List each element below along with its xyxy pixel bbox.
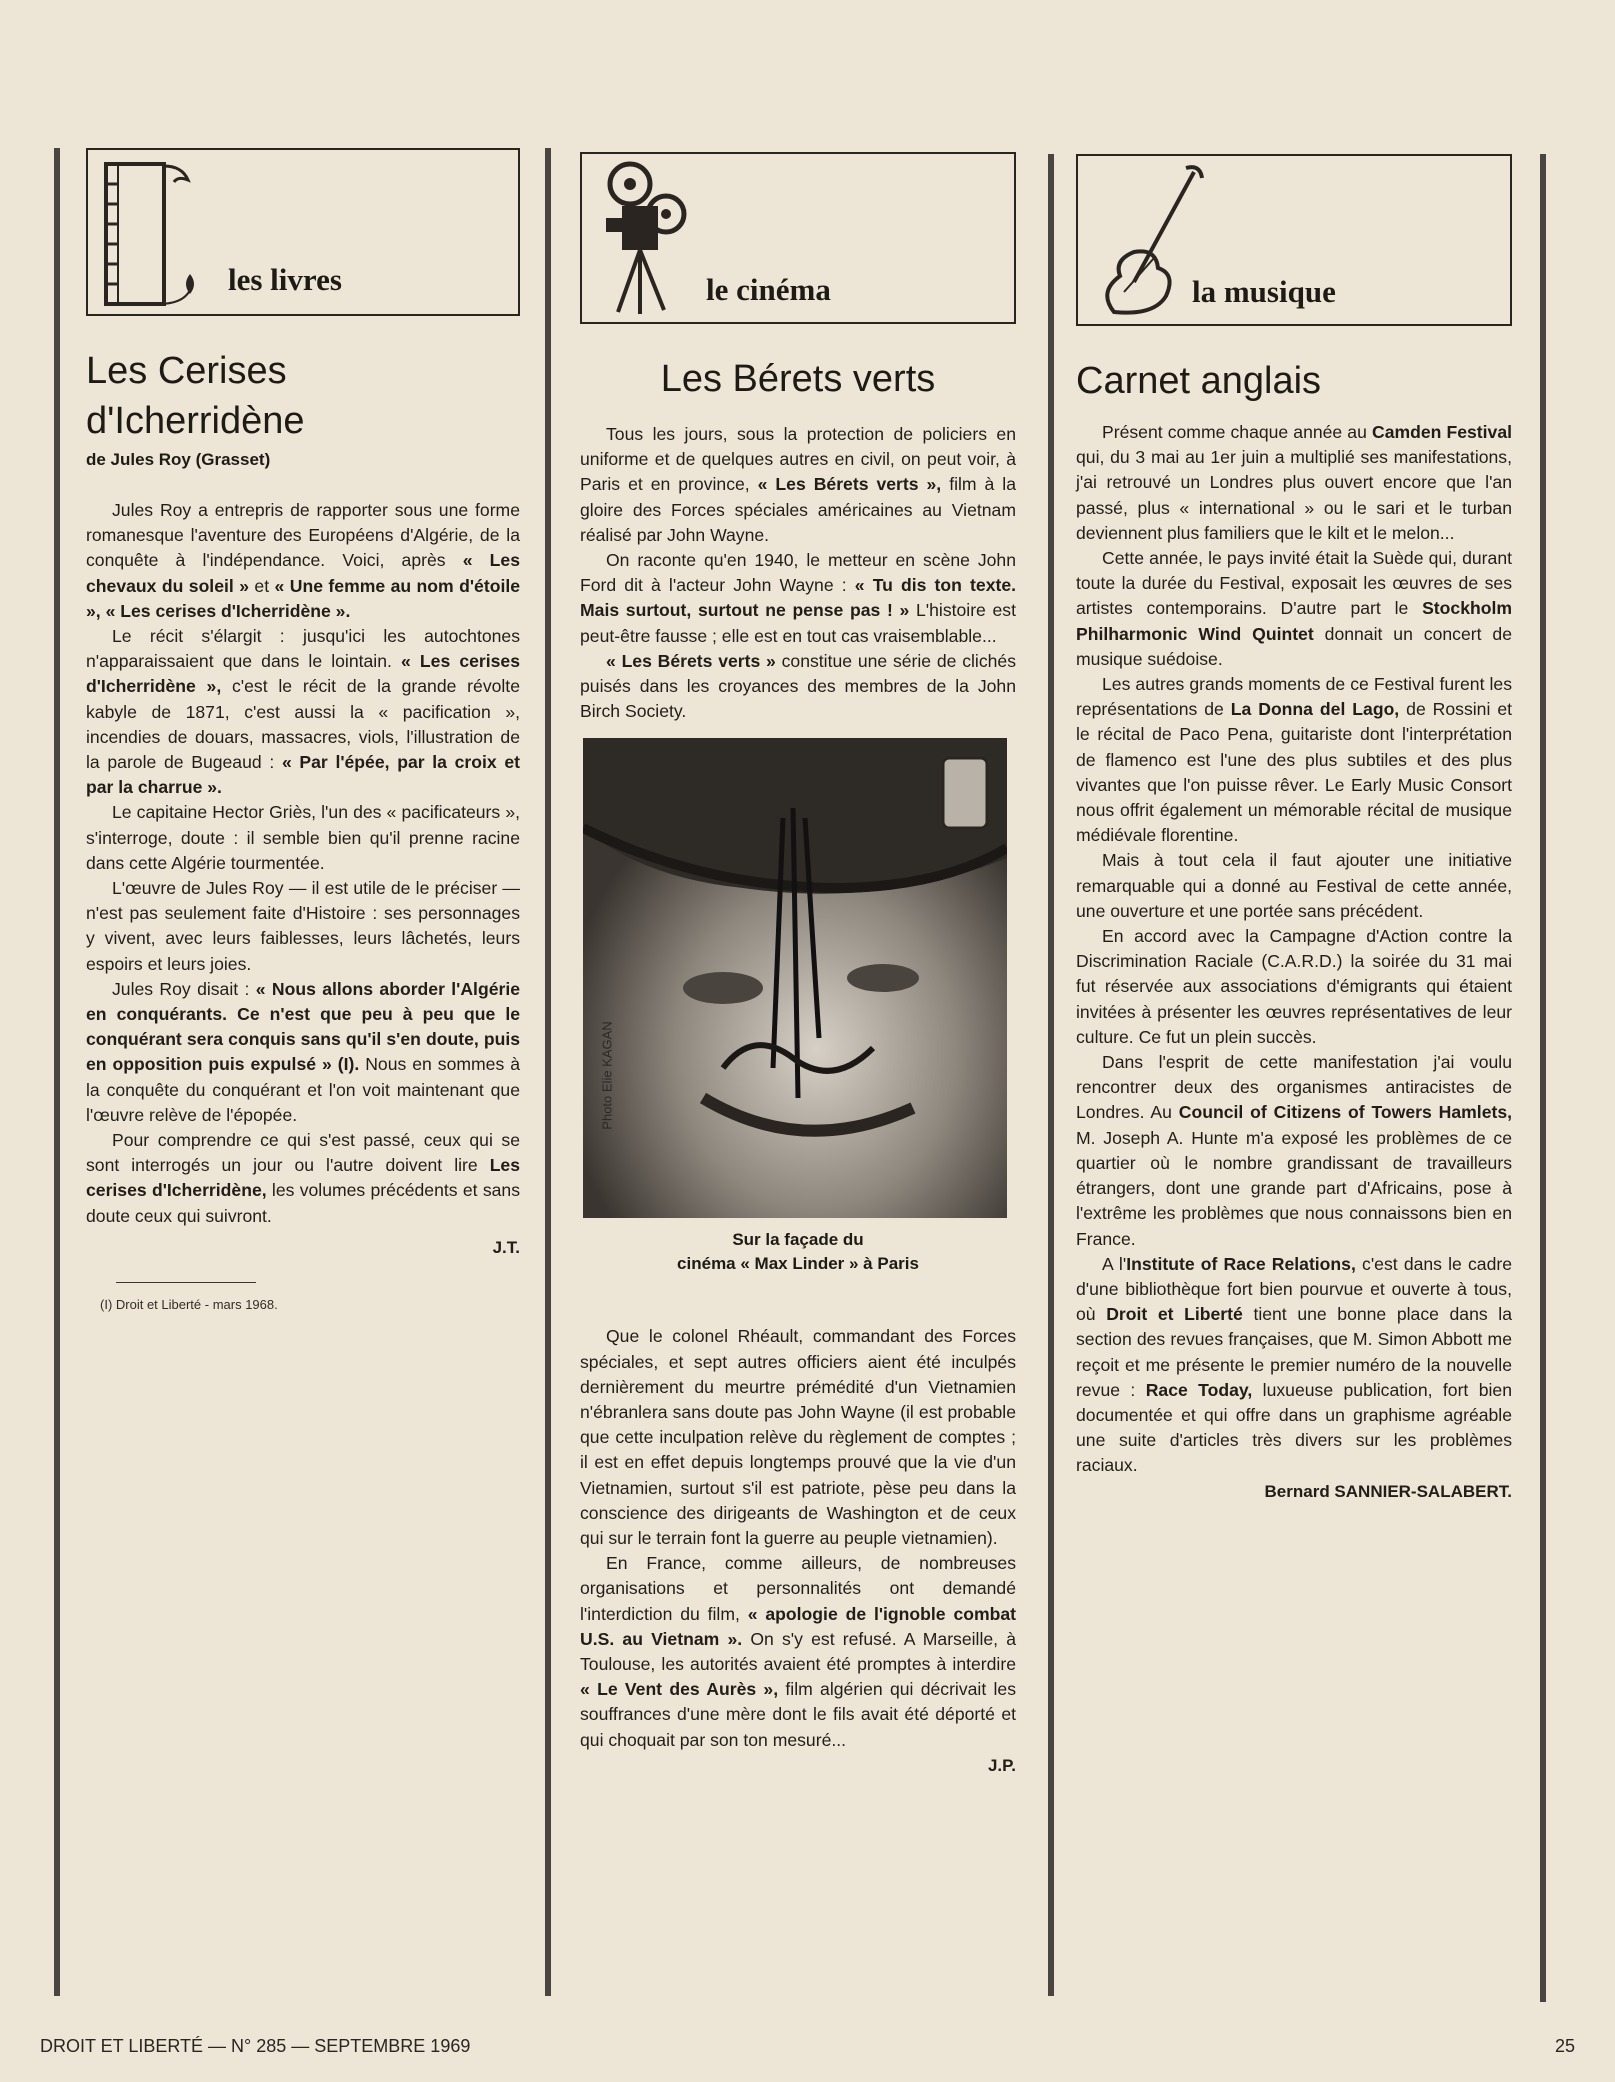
paragraph: On raconte qu'en 1940, le metteur en scène John Ford dit à l'acteur John Wayne : « Tu dis ton texte. Mais surtout, surtout ne pense pas ! » L'histoire est peut-être fausse ; elle est en tout cas vraisemblable... bbox=[580, 550, 1017, 646]
column-rule bbox=[54, 148, 60, 1996]
book-byline: de Jules Roy (Grasset) bbox=[86, 450, 271, 469]
music-section-label: la musique bbox=[1192, 274, 1336, 309]
publication-info: DROIT ET LIBERTÉ — N° 285 — SEPTEMBRE 1969 bbox=[40, 2036, 471, 2056]
music-article-body bbox=[1076, 420, 1512, 1504]
paragraph: Les autres grands moments de ce Festival furent les représentations de La Donna del Lago, de Rossini et le récital de Paco Pena, guitariste dont l'interprétation de flamenco est l'une des plus subtiles et des plus vivantes que l'on puisse rêver. Le Early Music Consort nous offrit également un mémorable récital de musique médiévale florentine. bbox=[1076, 674, 1512, 846]
music-article-title: Carnet anglais bbox=[1076, 360, 1322, 402]
footnote-divider bbox=[116, 1282, 256, 1283]
cinema-section-header bbox=[580, 152, 1016, 324]
paragraph: Tous les jours, sous la protection de policiers en uniforme et de quelques autres en civil, on peut voir, à Paris et en province, « Les Bérets verts », film à la gloire des Forces spéciales américaines au Vietnam réalisé par John Wayne. bbox=[580, 424, 1016, 545]
paragraph: Mais à tout cela il faut ajouter une initiative remarquable qui a donné au Festival de cette année, une ouverture et une portée sans précédent. bbox=[1076, 850, 1512, 921]
books-section-label: les livres bbox=[228, 262, 342, 297]
column-rule bbox=[1540, 154, 1546, 2002]
book-review-title bbox=[86, 346, 520, 446]
paragraph: Jules Roy disait : « Nous allons aborder l'Algérie en conquérants. Ce n'est que peu à peu que le conquérant sera conquis sans qu'il s'en doute, puis en opposition puis expulsé » (I). Nous en sommes à la conquête du conquérant et l'on voit maintenant que l'œuvre relève de l'épopée. bbox=[86, 978, 520, 1125]
book-title-line2: d'Icherridène bbox=[86, 400, 305, 442]
column-rule bbox=[545, 148, 551, 1996]
author-signature: J.P. bbox=[987, 1755, 1016, 1775]
author-signature: J.T. bbox=[492, 1237, 520, 1257]
paragraph: Jules Roy a entrepris de rapporter sous une forme romanesque l'aventure des Européens d'Algérie, de la conquête à l'indépendance. Voici, après « Les chevaux du soleil » et « Une femme au nom d'étoile », « Les cerises d'Icherridène ». bbox=[86, 500, 521, 621]
paragraph: Que le colonel Rhéault, commandant des Forces spéciales, et sept autres officiers aient été inculpés dernièrement du meurtre prémédité d'un Vietnamien n'ébranlera sans doute pas John Wayne (il est probable que cette inculpation relève du règlement de comptes ; il est en effet depuis longtemps prouvé que la vie d'un Vietnamien, surtout s'il est patriote, pèse peu dans la conscience des dirigeants de Washington et de ceux qui sur le terrain font la guerre au peuple vietnamien). bbox=[580, 1326, 1016, 1549]
books-column bbox=[86, 148, 520, 1312]
paragraph: Cette année, le pays invité était la Suède qui, durant toute la durée du Festival, exposait les œuvres de ses artistes contemporains. D'autre part le Stockholm Philharmonic Wind Quintet donnait un concert de musique suédoise. bbox=[1076, 548, 1512, 669]
paragraph: En France, comme ailleurs, de nombreuses organisations et personnalités ont demandé l'interdiction du film, « apologie de l'ignoble combat U.S. au Vietnam ». On s'y est refusé. A Marseille, à Toulouse, les autorités avaient été promptes à interdire « Le Vent des Aurès », film algérien qui décrivait les souffrances d'une mère dont le fils avait été déporté et qui choquait par son ton mesuré... bbox=[580, 1553, 1017, 1750]
music-column bbox=[1076, 154, 1512, 1504]
paragraph: Le capitaine Hector Griès, l'un des « pacificateurs », s'interroge, doute : il semble bien qu'il prenne racine dans cette Algérie tourmentée. bbox=[86, 802, 520, 873]
film-review-body bbox=[580, 422, 1016, 724]
photo-credit: Photo Elie KAGAN bbox=[599, 1021, 615, 1131]
books-section-header bbox=[86, 148, 520, 316]
film-review-body-continued bbox=[580, 1324, 1016, 1778]
paragraph: Présent comme chaque année au Camden Festival qui, du 3 mai au 1er juin a multiplié ses manifestations, j'ai retrouvé un Londres plus ouvert encore que l'an passé, plus « international » ou le sari et le turban deviennent plus familiers que le kilt et le melon... bbox=[1076, 422, 1513, 543]
book-review-body bbox=[86, 498, 520, 1260]
paragraph: A l'Institute of Race Relations, c'est dans le cadre d'une bibliothèque fort bien pourvue et ouverte à tous, où Droit et Liberté tient une bonne place dans la section des revues françaises, que M. Simon Abbott me reçoit et me présente le premier numéro de la nouvelle revue : Race Today, luxueuse publication, fort bien documentée et qui offre dans un graphisme agréable une suite d'articles très divers sur les problèmes raciaux. bbox=[1076, 1253, 1513, 1476]
footnote: (I) Droit et Liberté - mars 1968. bbox=[100, 1297, 278, 1313]
green-beret-photo bbox=[583, 738, 1007, 1218]
film-review-title: Les Bérets verts bbox=[660, 358, 936, 400]
paragraph: « Les Bérets verts » constitue une série de clichés puisés dans les croyances des membres de la John Birch Society. bbox=[580, 650, 1017, 722]
music-section-header bbox=[1076, 154, 1512, 326]
paragraph: Pour comprendre ce qui s'est passé, ceux qui se sont interrogés un jour ou l'autre doivent lire Les cerises d'Icherridène, les volumes précédents et sans doute ceux qui suivront. bbox=[86, 1130, 521, 1226]
paragraph: En accord avec la Campagne d'Action contre la Discrimination Raciale (C.A.R.D.) la soirée du 31 mai fut réservée aux associations d'émigrants qui étaient invitées à présenter les œuvres représentatives de leur culture. Ce fut un plein succès. bbox=[1076, 926, 1512, 1047]
author-signature: Bernard SANNIER-SALABERT. bbox=[1264, 1481, 1512, 1501]
cinema-column bbox=[580, 152, 1016, 1778]
book-title-line1: Les Cerises bbox=[86, 350, 287, 392]
paragraph: Dans l'esprit de cette manifestation j'ai voulu rencontrer deux des organismes antiracistes de Londres. Au Council of Citizens of Towers Hamlets, M. Joseph A. Hunte m'a exposé les problèmes de ce quartier où le nombre grandissant de travailleurs étrangers, dont une grande part d'Africains, pose à l'extrême les problèmes que nous connaissons bien en France. bbox=[1076, 1052, 1513, 1249]
cinema-section-label: le cinéma bbox=[706, 272, 831, 307]
column-rule bbox=[1048, 154, 1054, 1996]
paragraph: Le récit s'élargit : jusqu'ici les autochtones n'apparaissaient que dans le lointain. « Les cerises d'Icherridène », c'est le récit de la grande révolte kabyle de 1871, c'est aussi la « pacification », incendies de douars, massacres, viols, l'illustration de la parole de Bugeaud : « Par l'épée, par la croix et par la charrue ». bbox=[86, 626, 521, 798]
book-icon bbox=[98, 154, 208, 314]
photo-caption: Sur la façade du cinéma « Max Linder » à Paris bbox=[677, 1230, 919, 1274]
film-camera-icon bbox=[600, 156, 700, 316]
paragraph: L'œuvre de Jules Roy — il est utile de le préciser — n'est pas seulement faite d'Histoire : ses personnages y vivent, avec leurs faiblesses, leurs lâchetés, leurs espoirs et leurs joies. bbox=[86, 878, 520, 974]
page-number: 25 bbox=[1554, 2036, 1575, 2056]
actor-portrait-image bbox=[583, 738, 1007, 1218]
